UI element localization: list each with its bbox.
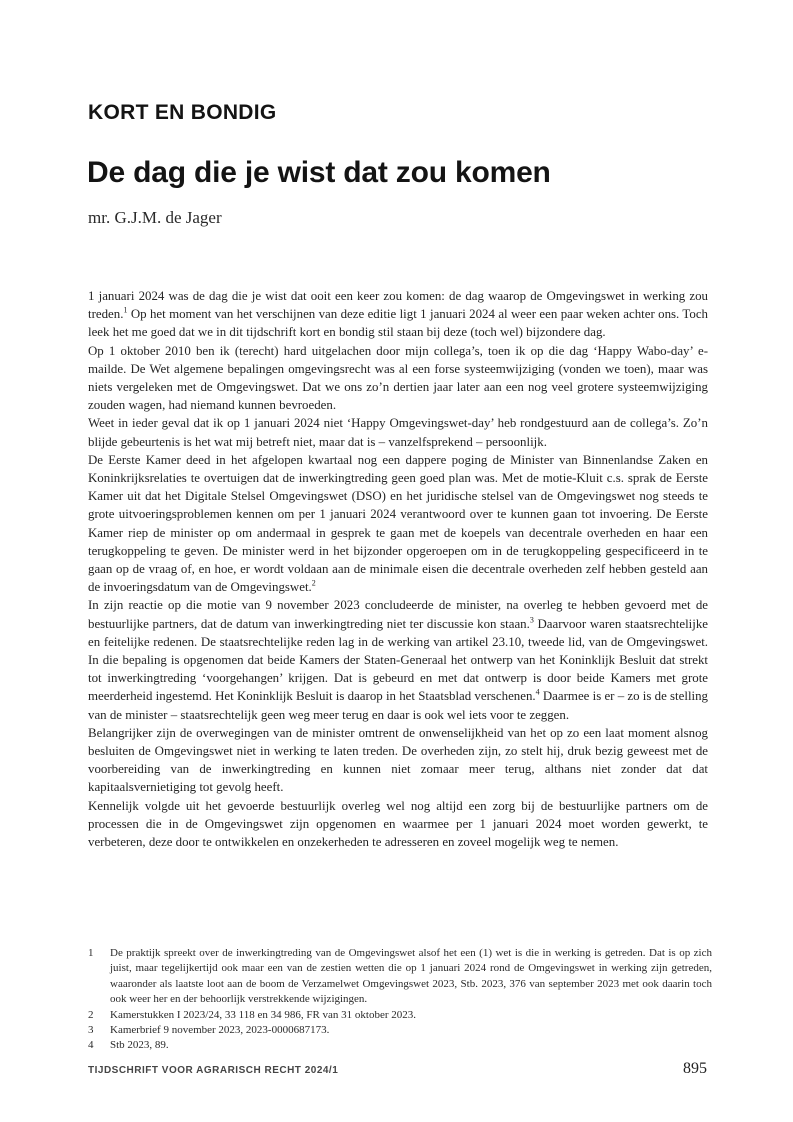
footnotes-block [88, 946, 712, 1054]
paragraph: De Eerste Kamer deed in het afgelopen kwartaal nog een dappere poging de Minister van Binnenlandse Zaken en Koninkrijksrelaties te overtuigen dat de inwerkingtreding geen goed plan was. Met de motie-Kluit c.s. sprak de Eerste Kamer uit dat het Digitale Stelsel Omgevingswet (DSO) en het juridische stelsel van de Omgevingswet nog steeds te grote uitvoeringsproblemen kennen om per 1 januari 2024 verantwoord over te kunnen gaan tot invoering. De Eerste Kamer riep de minister op om andermaal in gesprek te gaan met de koepels van decentrale overheden en haar een terugkoppeling te geven. De minister werd in het bijzonder opgeroepen om in de terugkoppeling gespecificeerd in te gaan op de vraag of, en hoe, er wordt voldaan aan de minimale eisen die decentrale overheden zelf hebben gesteld aan de invoeringsdatum van de Omgevingswet.$^2$ [88, 452, 708, 595]
footnote-item [88, 1008, 712, 1023]
footnote-marker: 4 [535, 688, 540, 698]
footnote-text: De praktijk spreekt over de inwerkingtreding van de Omgevingswet alsof het een (1) wet is die in werking is getreden. Dat is op zich juist, maar tegelijkertijd ook maar een van de zestien wetten die op 1 januari 2024 rond de Omgevingswet in werking zijn getreden, waaronder als laatste loot aan de boom de Verzamelwet Omgevingswet 2023, Stb. 2023, 376 van september 2023 met ook daarin toch ook weer her en der behoorlijk verstrekkende wijzigingen. [110, 947, 712, 1006]
paragraph: Belangrijker zijn de overwegingen van de minister omtrent de onwenselijkheid van het op zo een laat moment alsnog besluiten de Omgevingswet niet in werking te laten treden. De overheden zijn, zo stelt hij, druk bezig geweest met de voorbereiding van de inwerkingtreding en kunnen niet zomaar meer terug, althans niet zonder dat dat kapitaalsvernietiging tot gevolg heeft. [88, 725, 708, 795]
paragraph: Weet in ieder geval dat ik op 1 januari 2024 niet ‘Happy Omgevingswet-day’ heb rondgestuurd aan de collega’s. Zo’n blijde gebeurtenis is het wat mij betreft niet, maar dat is – vanzelfsprekend – persoonlijk. [88, 416, 708, 449]
footnote-text: Kamerstukken I 2023/24, 33 118 en 34 986, FR van 31 oktober 2023. [110, 1008, 417, 1021]
footnote-number: 2 [88, 1008, 94, 1021]
footnote-item [88, 1038, 712, 1053]
footnote-marker: 1 [123, 305, 128, 315]
footnote-marker: 3 [529, 615, 534, 625]
footnote-number: 1 [88, 947, 94, 959]
article-body [88, 287, 708, 851]
footnote-item [88, 946, 712, 1008]
journal-title: TIJDSCHRIFT VOOR AGRARISCH RECHT 2024/1 [88, 1065, 339, 1076]
footnote-item [88, 1023, 712, 1038]
footnote-number: 3 [88, 1024, 94, 1037]
paragraph: Op 1 oktober 2010 ben ik (terecht) hard uitgelachen door mijn collega’s, toen ik op die dag ‘Happy Wabo-day’ e-mailde. De Wet algemene bepalingen omgevingsrecht was al een forse systeemwijziging (vonden we toen), maar was niets vergeleken met de Omgevingswet. Dat we ons zo’n dertien jaar later aan een nog veel grotere systeemwijziging zouden wagen, had niemand kunnen bevroeden. [88, 343, 708, 413]
page-footer [88, 1060, 707, 1078]
footnote-number: 4 [88, 1039, 94, 1052]
section-kicker: KORT EN BONDIG [88, 101, 277, 124]
footnote-text: Stb 2023, 89. [110, 1039, 169, 1052]
paragraph: 1 januari 2024 was de dag die je wist dat ooit een keer zou komen: de dag waarop de Omgevingswet in werking zou treden.$^1$ Op het moment van het verschijnen van deze editie ligt 1 januari 2024 al weer een paar weken achter ons. Toch leek het me goed dat we in dit tijdschrift kort en bondig stil staan bij deze (toch wel) bijzondere dag. [88, 289, 708, 340]
footnote-text: Kamerbrief 9 november 2023, 2023-0000687173. [110, 1024, 330, 1037]
paragraph: In zijn reactie op die motie van 9 november 2023 concludeerde de minister, na overleg te hebben gevoerd met de bestuurlijke partners, dat de datum van inwerkingtreding niet ter discussie kon staan.$^3$ Daarvoor waren staatsrechtelijke en feitelijke redenen. De staatsrechtelijke reden lag in de werking van artikel 23.10, tweede lid, van de Omgevingswet. In die bepaling is opgenomen dat beide Kamers der Staten-Generaal het ontwerp van het Koninklijk Besluit dat strekt tot inwerkingtreding ‘voorgehangen’ krijgen. Dat is gebeurd en met dat ontwerp is door beide Kamers met grote meerderheid ingestemd. Het Koninklijk Besluit is daarop in het Staatsblad verschenen.$^4$ Daarmee is er – zo is de stelling van de minister – staatsrechtelijk geen weg meer terug en daar is ook wel iets voor te zeggen. [88, 598, 709, 722]
article-title: De dag die je wist dat zou komen [87, 156, 551, 189]
paragraph: Kennelijk volgde uit het gevoerde bestuurlijk overleg wel nog altijd een zorg bij de bestuurlijke partners om de processen die in de Omgevingswet zijn opgenomen en waarmee per 1 januari 2024 moet worden gewerkt, te verbeteren, deze door te ontwikkelen en onzekerheden te adresseren en zoveel mogelijk weg te nemen. [88, 798, 708, 850]
page-number: 895 [683, 1060, 707, 1077]
footnote-marker: 2 [311, 578, 316, 588]
article-author: mr. G.J.M. de Jager [88, 208, 222, 227]
